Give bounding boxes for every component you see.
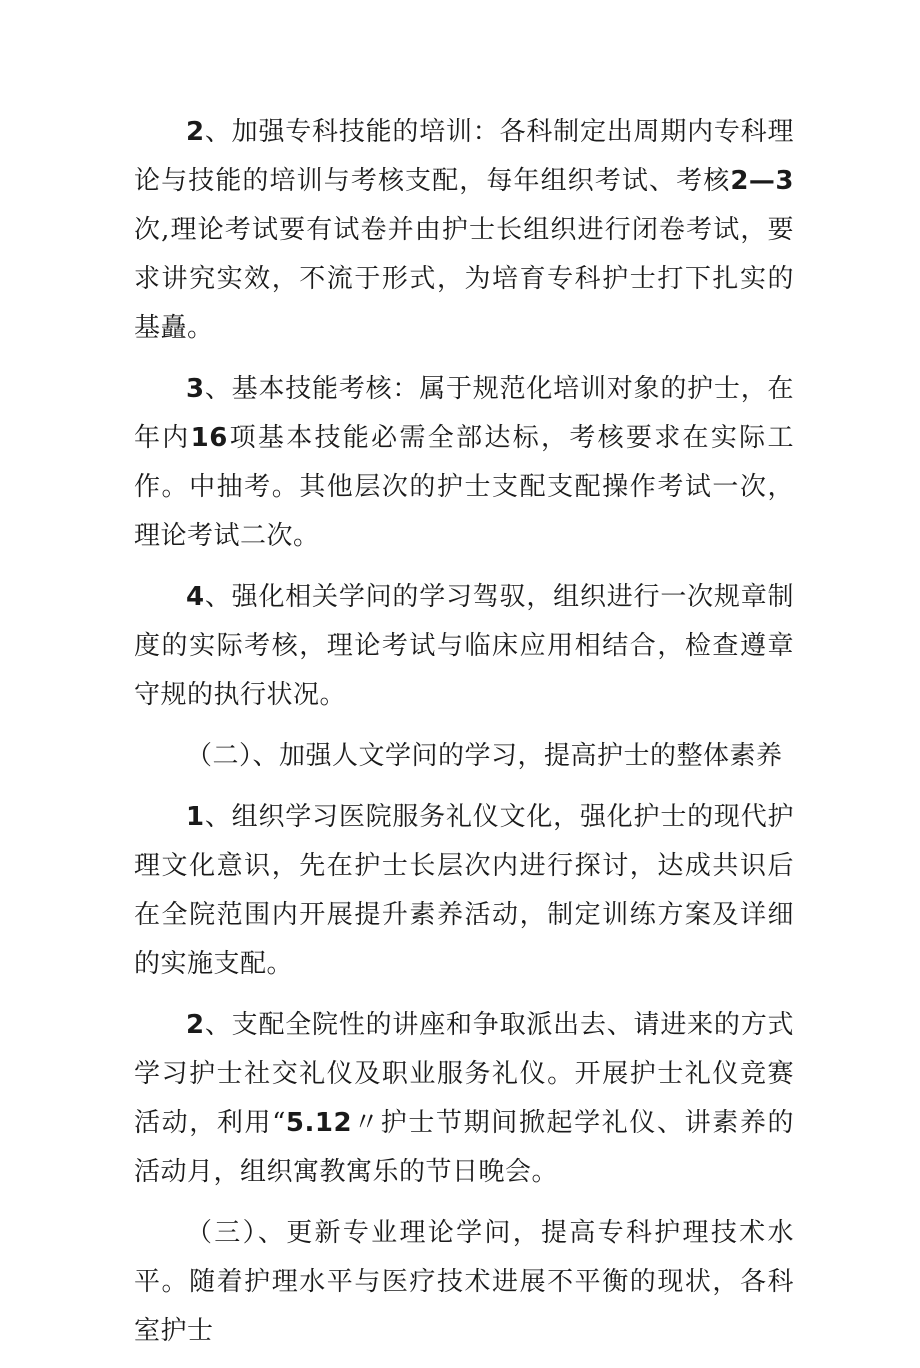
paragraph-text: 、支配全院性的讲座和争取派出去、请进来的方式学习护士社交礼仪及职业服务礼仪。开展护士礼仪竞赛活动，利用“ — [134, 1010, 794, 1138]
paragraph-text: 、基本技能考核：属于规范化培训对象的护士，在年内 — [134, 374, 794, 453]
paragraph-text: 次,理论考试要有试卷并由护士长组织进行闭卷考试，要求讲究实效，不流于形式，为培育专科护士打下扎实的基矗。 — [134, 215, 794, 343]
section-heading-text: （二）、加强人文学问的学习，提高护士的整体素养 — [186, 741, 783, 771]
item-number: 3 — [186, 374, 205, 404]
paragraph-basic-skills — [134, 365, 794, 561]
nurses-day-date: 5.12 — [285, 1108, 353, 1138]
item-number: 4 — [186, 582, 205, 612]
paragraph-text: 、强化相关学问的学习驾驭，组织进行一次规章制度的实际考核，理论考试与临床应用相结合，检查遵章守规的执行状况。 — [134, 582, 794, 710]
paragraph-text: 〃护士节期间掀起学礼仪、讲素养的活动月，组织寓教寓乐的节日晚会。 — [134, 1108, 794, 1187]
paragraph-etiquette-culture — [134, 793, 794, 989]
paragraph-text: （三）、更新专业理论学问，提高专科护理技术水平。随着护理水平与医疗技术进展不平衡的现状，各科室护士 — [134, 1218, 794, 1346]
paragraph-specialty-training — [134, 108, 794, 353]
item-number: 2 — [186, 1010, 205, 1040]
document-body — [134, 108, 794, 1368]
exam-count: 2—3 — [730, 166, 794, 196]
section-heading-humanities — [134, 732, 794, 781]
skill-count: 16 — [190, 423, 228, 453]
paragraph-text: 、组织学习医院服务礼仪文化，强化护士的现代护理文化意识，先在护士长层次内进行探讨，达成共识后在全院范围内开展提升素养活动，制定训练方案及详细的实施支配。 — [134, 802, 794, 979]
item-number: 2 — [186, 117, 205, 147]
paragraph-text: 项基本技能必需全部达标，考核要求在实际工作。中抽考。其他层次的护士支配支配操作考试一次，理论考试二次。 — [134, 423, 794, 551]
paragraph-lectures — [134, 1001, 794, 1197]
section-heading-professional-theory — [134, 1209, 794, 1356]
paragraph-text: 、加强专科技能的培训：各科制定出周期内专科理论与技能的培训与考核支配，每年组织考试、考核 — [134, 117, 794, 196]
paragraph-regulations — [134, 573, 794, 720]
item-number: 1 — [186, 802, 205, 832]
